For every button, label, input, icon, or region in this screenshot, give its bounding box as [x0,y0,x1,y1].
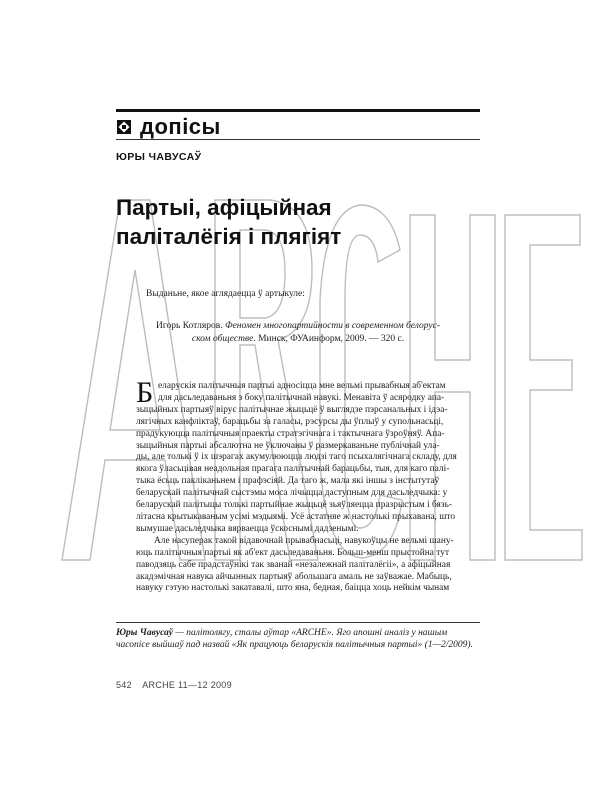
body-line: беларускай палітычнай сыстэмы моcа лічыцца даступным для дасьледчыка: у [136,488,448,499]
journal-issue: ARCHE 11—12 2009 [142,680,232,690]
section-header [116,114,221,140]
footnote-author: Юры Чавусаў [116,628,174,638]
body-line: зыцыйных партыяў вірує палітычнае жыцьцё ў выглядзе пэрсанальных і ідэа- [136,404,448,415]
body-line: якога ўласьцівая неадольная прагага палітычнай барацьбы, тыя, для каго палі- [136,464,450,475]
page-number: 542 [116,680,132,690]
body-line: паводзяць сабе прадстаўнікі так званай «незалежнай паліталёгіі», а афіцыйная [136,559,451,570]
book-citation [116,320,480,346]
body-line: акадэмічная навука айчынных партыяў абольшага амаль не заўважае. Мабыць, [136,571,452,582]
article-body [136,376,480,595]
body-line: ды, але толькі ў іх шэрагах акумулююцца людзі таго псыхалягічнага складу, для [136,452,457,463]
body-line: прадукуюцца палітычныя праекты стратэгічнага і тактычнага ўзроўняў. Апа- [136,428,445,439]
section-diamond-icon [116,119,132,135]
citation-work: Феномен многопартийности в современном белорус- [224,321,441,331]
section-title: допісы [140,114,221,139]
citation-publisher: Минск, ФУАинформ, 2009. — 320 с. [255,334,405,344]
page-folio [116,680,240,690]
drop-cap: Б [136,376,154,409]
author-footnote [116,627,480,651]
header-rule [116,139,480,140]
body-line: лягічных канфліктаў, барацьбы за галасы, рэсурсы ды ўплыў у супольнасьці, [136,416,444,427]
body-line: еларускія палітычныя партыі адносіцца мне вельмі прывабныя аб'ектам [158,381,446,391]
body-line: вымушае дасьледчыка вярваецца ўскоснымі дадзенымі. [136,523,359,534]
reviewed-book-intro: Выданьне, якое аглядаецца ў артыкуле: [146,289,305,299]
body-line: навуку гэтую настолькі закатавалі, што яна, бедная, баіцца хоць нейкім чынам [136,583,450,594]
body-line: для дасьледаваньня з боку палітычнай навукі. Менавіта ў асяродку апа- [158,392,445,403]
title-line: паліталёгія і плягіят [116,224,342,249]
citation-work-cont: ском обществе. [191,334,256,344]
article-title [116,193,480,251]
citation-author: Игорь Котляров. [155,321,223,331]
body-line: зыцыйныя партыі абсалютна не ўключаны ў размеркаваньне публічнай ула- [136,440,440,451]
body-line: літасна крытыкаваным усімі мэдыямі. Усё астатняе ж настолькі прыхавана, што [136,511,456,522]
footnote-rule [116,622,480,623]
body-line: юць палітычныя партыі як аб'ект дасьледаваньня. Больш-менш прыстойна тут [136,547,450,558]
author-name: ЮРЫ ЧАВУСАЎ [116,151,202,163]
body-line: Але насуперак такой відавочнай прывабнасьці, навукоўцы не вельмі шану- [154,535,454,546]
body-line: беларускай палітыцы толькі партыйнае жыцьцё зьяўляецца празрыстым і бязь- [136,500,452,511]
footnote-text: — палітолягу, сталы аўтар «ARCHE». Яго апошні аналіз у нашым часопісе выйшаў пад назвай «Як працуюць беларускія палітычныя партыі» (1—2/2009). [116,628,473,650]
top-rule [116,109,480,112]
title-line: Партыі, афіцыйная [116,195,332,220]
body-line: тыка ёсьць пакліканьнем і прафэсіяй. Да таго ж, мала які іншы з інстытутаў [136,476,440,487]
